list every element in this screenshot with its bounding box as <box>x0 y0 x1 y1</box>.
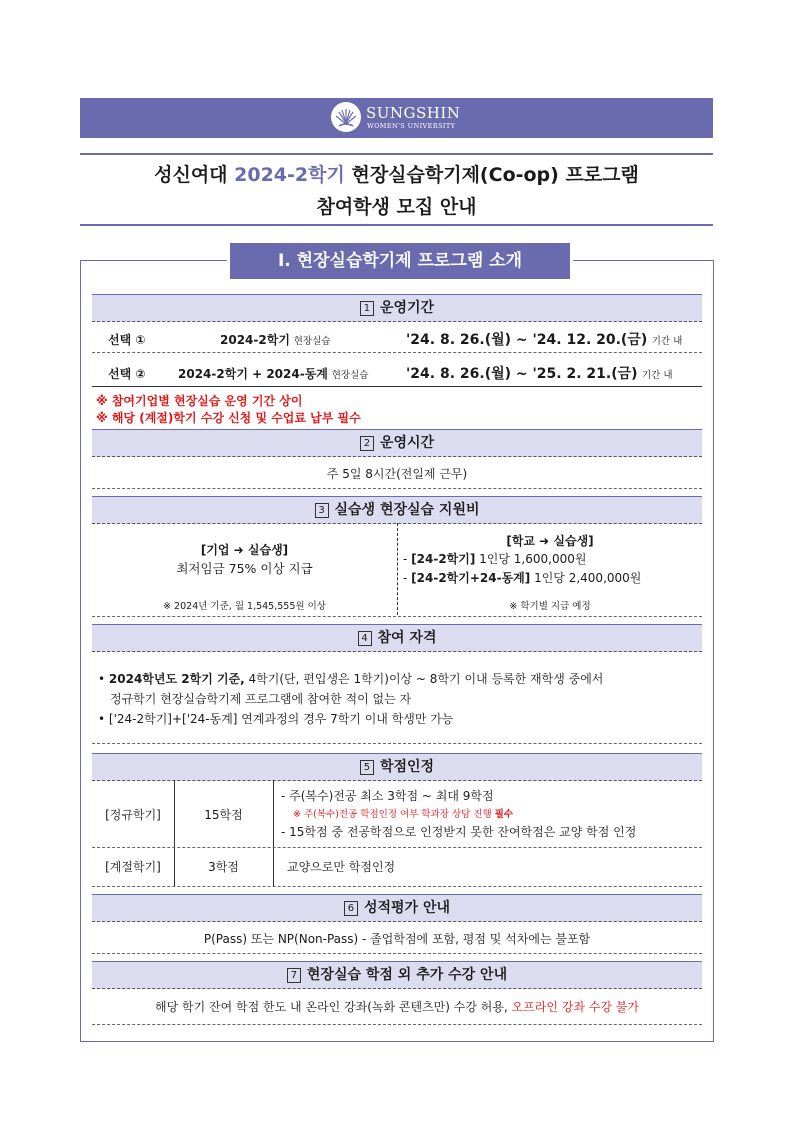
page-title <box>80 160 713 187</box>
title-suffix: 현장실습학기제(Co-op) 프로그램 <box>344 164 639 186</box>
s4-bullet-1-rest: 4학기(단, 편입생은 1학기)이상 ~ 8학기 이내 등록한 재학생 중에서 <box>244 672 604 686</box>
s1-row2-period <box>406 363 673 383</box>
s4-title: 참여 자격 <box>377 630 437 646</box>
s1-header <box>92 294 702 322</box>
s1-row1-program <box>220 331 330 348</box>
s5-regular-detail-2-bold: 필수 <box>494 809 514 820</box>
s1-row1-option: 선택 ① <box>108 333 146 347</box>
s5-number: 5 <box>360 760 374 775</box>
title-prefix: 성신여대 <box>154 164 235 186</box>
s7-text-main: 해당 학기 잔여 학점 한도 내 온라인 강좌(녹화 콘텐츠만) 수강 허용, <box>155 1000 512 1014</box>
s5-season-label: [계절학기] <box>105 860 161 874</box>
s5-regular-detail-3: - 15학점 중 전공학점으로 인정받지 못한 잔여학점은 교양 학점 인정 <box>281 825 637 839</box>
s4-number: 4 <box>358 631 372 646</box>
s4-bullet-1: • 2024학년도 2학기 기준, 4학기(단, 편입생은 1학기)이상 ~ 8학기 이내 등록한 재학생 중에서 <box>98 672 604 686</box>
s4-bullet-2: • ['24-2학기]+['24-동계] 연계과정의 경우 7학기 이내 학생만 가능 <box>98 712 454 726</box>
s5-title: 학점인정 <box>379 759 435 775</box>
s1-row2-option: 선택 ② <box>108 367 146 381</box>
s3-left-note: ※ 2024년 기준, 월 1,545,555원 이상 <box>163 601 326 612</box>
s7-number: 7 <box>287 968 301 983</box>
s4-bullet-2-text: ['24-2학기]+['24-동계] 연계과정의 경우 7학기 이내 학생만 가능 <box>108 712 454 726</box>
s5-bottom-rule <box>92 886 702 887</box>
section-title: Ⅰ. 현장실습학기제 프로그램 소개 <box>230 243 570 279</box>
s1-row2-program <box>178 365 368 382</box>
s1-row1-period-note: 기간 내 <box>651 336 683 347</box>
s1-row1-period <box>406 329 682 349</box>
s1-table-rule <box>92 386 702 387</box>
s3-right-item-1: - [24-2학기] 1인당 1,600,000원 <box>403 552 587 566</box>
s3-bottom-rule <box>92 616 702 617</box>
s6-bottom-rule <box>92 953 702 954</box>
s1-row1-program-name: 2024-2학기 <box>220 333 290 347</box>
s7-text <box>92 998 702 1015</box>
s6-title: 성적평가 안내 <box>363 900 451 916</box>
s5-regular-detail-2-text: ※ 주(복수)전공 학점인정 여부 학과장 상담 진행 <box>293 809 492 820</box>
s3-header <box>92 496 702 524</box>
s1-row2-period-note: 기간 내 <box>641 370 673 381</box>
s5-regular-detail-1: - 주(복수)전공 최소 3학점 ~ 최대 9학점 <box>281 789 494 803</box>
s4-bottom-rule <box>92 743 702 744</box>
s1-row1-period-dates: '24. 8. 26.(월) ~ '24. 12. 20.(금) <box>406 332 648 348</box>
logo-subtitle: WOMEN'S UNIVERSITY <box>367 122 456 130</box>
page-subtitle: 참여학생 모집 안내 <box>316 196 477 218</box>
s6-number: 6 <box>344 901 358 916</box>
s3-right-note: ※ 학기별 지급 예정 <box>509 601 591 612</box>
s1-row2-period-dates: '24. 8. 26.(월) ~ '25. 2. 21.(금) <box>406 366 638 382</box>
university-emblem-icon <box>330 101 362 133</box>
title-top-rule <box>80 153 713 155</box>
s1-row1-program-note: 현장실습 <box>293 336 331 347</box>
s1-note-2: ※ 해당 (계절)학기 수강 신청 및 수업료 납부 필수 <box>96 411 361 425</box>
s2-title: 운영시간 <box>379 435 435 451</box>
s5-season-credit: 3학점 <box>208 860 239 874</box>
s5-regular-credit: 15학점 <box>204 808 243 822</box>
title-bottom-rule <box>80 224 713 226</box>
s3-left-head: [기업 ➜ 실습생] <box>200 543 289 557</box>
s5-regular-label: [정규학기] <box>105 808 161 822</box>
s1-row-divider <box>92 352 702 353</box>
s5-regular-detail-2 <box>293 806 513 820</box>
title-term: 2024-2학기 <box>234 164 345 186</box>
s4-bullet-1-line2: 정규학기 현장실습학기제 프로그램에 참여한 적이 없는 자 <box>110 692 412 706</box>
s2-text: 주 5일 8시간(전일제 근무) <box>326 467 468 481</box>
s5-col-divider-2 <box>273 780 274 886</box>
s6-header <box>92 894 702 922</box>
s3-title: 실습생 현장실습 지원비 <box>334 502 480 518</box>
s3-right-head: [학교 ➜ 실습생] <box>506 534 594 548</box>
s3-number: 3 <box>315 503 329 518</box>
s7-title: 현장실습 학점 외 추가 수강 안내 <box>306 967 508 983</box>
s3-right-item-1-text: 1인당 1,600,000원 <box>475 552 587 566</box>
s2-number: 2 <box>360 436 374 451</box>
s2-bottom-rule <box>92 488 702 489</box>
s1-row2-program-note: 현장실습 <box>331 370 369 381</box>
s3-right-item-2: - [24-2학기+24-동계] 1인당 2,400,000원 <box>403 571 642 585</box>
s3-right-item-1-label: [24-2학기] <box>411 552 476 566</box>
s1-row2-program-name: 2024-2학기 + 2024-동계 <box>178 367 328 381</box>
s1-note-1: ※ 참여기업별 현장실습 운영 기간 상이 <box>96 394 303 408</box>
s6-text: P(Pass) 또는 NP(Non-Pass) - 졸업학점에 포함, 평점 및 석차에는 불포함 <box>203 932 591 946</box>
s4-bullet-1-bold: 2024학년도 2학기 기준, <box>108 672 245 686</box>
s1-title: 운영기간 <box>379 300 435 316</box>
s2-header <box>92 429 702 457</box>
s5-season-desc: 교양으로만 학점인정 <box>287 860 396 874</box>
s5-row-divider <box>92 847 702 848</box>
s4-header <box>92 624 702 652</box>
s7-bottom-rule <box>92 1024 702 1025</box>
s1-number: 1 <box>360 301 374 316</box>
s7-header <box>92 961 702 989</box>
s3-left-text: 최저임금 75% 이상 지급 <box>176 561 313 576</box>
logo-name: SUNGSHIN <box>366 104 461 122</box>
s5-header <box>92 753 702 781</box>
s3-right-item-2-label: [24-2학기+24-동계] <box>411 571 531 585</box>
s3-right-item-2-text: 1인당 2,400,000원 <box>530 571 642 585</box>
s7-text-red: 오프라인 강좌 수강 불가 <box>511 1000 639 1014</box>
